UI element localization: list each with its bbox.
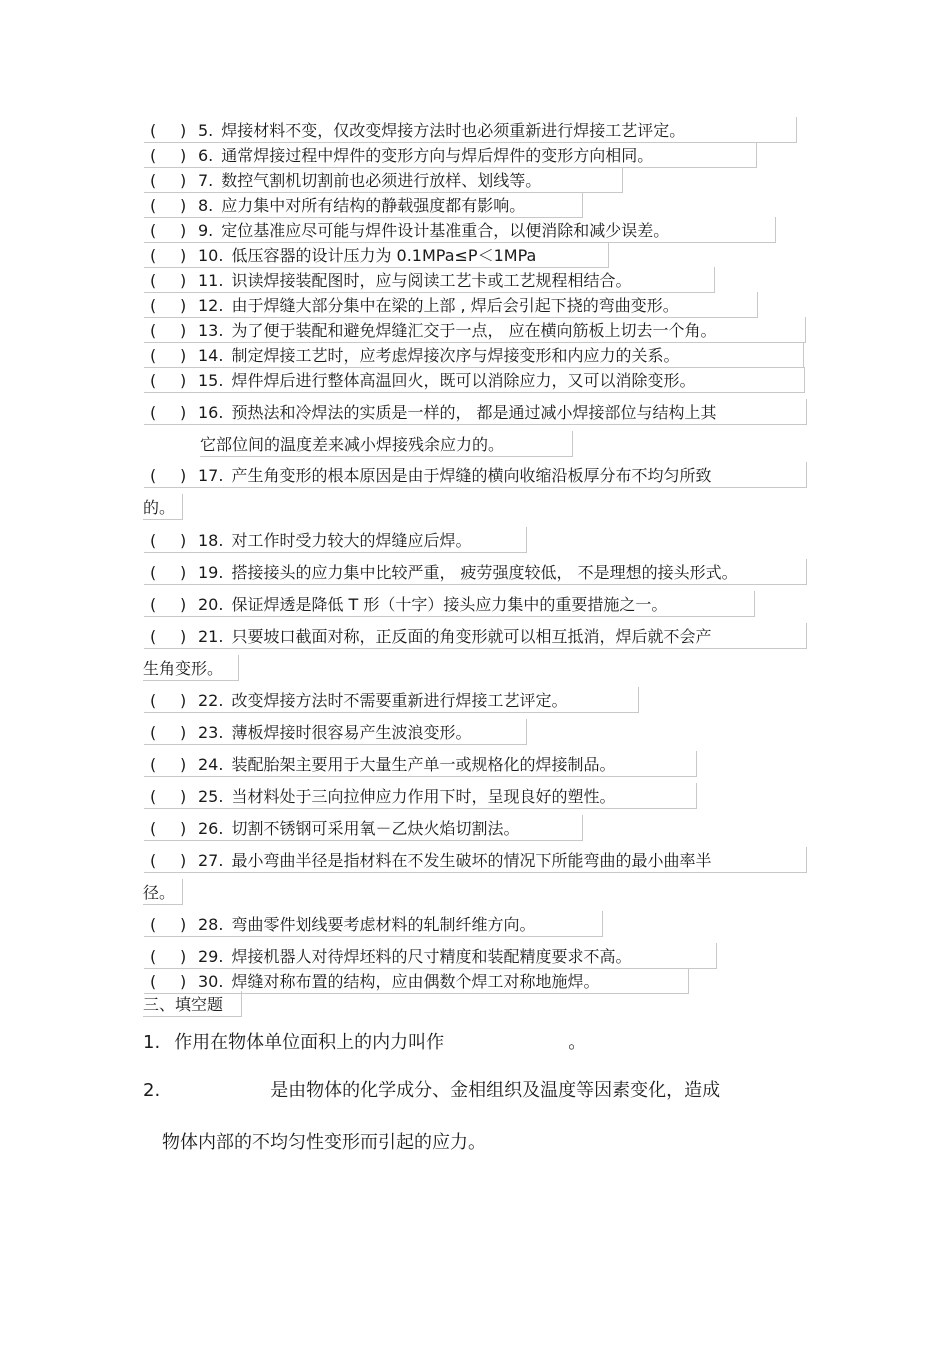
- judgement-item: [150, 946, 631, 968]
- item-text: 由于焊缝大部分集中在梁的上部 , 焊后会引起下挠的弯曲变形。: [231, 296, 679, 315]
- item-number: 22.: [198, 691, 224, 710]
- answer-paren-open: (: [150, 947, 157, 966]
- answer-paren-open: (: [150, 121, 157, 140]
- answer-paren-open: (: [150, 755, 157, 774]
- answer-paren-close: ): [180, 531, 187, 550]
- answer-paren-close: ): [180, 403, 187, 422]
- judgement-item: [150, 370, 695, 392]
- item-text: 应力集中对所有结构的静载强度都有影响。: [221, 196, 526, 215]
- answer-paren-open: (: [150, 246, 157, 265]
- answer-paren-close: ): [180, 346, 187, 365]
- item-text: 定位基准应尽可能与焊件设计基准重合，以便消除和减少误差。: [221, 221, 670, 240]
- section-title-text: 三、填空题: [143, 995, 224, 1014]
- item-number: 20.: [198, 595, 224, 614]
- answer-paren-close: ): [180, 271, 187, 290]
- answer-paren-close: ): [180, 321, 187, 340]
- item-number: 13.: [198, 321, 224, 340]
- answer-paren-open: (: [150, 627, 157, 646]
- fill-item: [143, 1030, 586, 1056]
- item-number: 21.: [198, 627, 224, 646]
- item-text: 薄板焊接时很容易产生波浪变形。: [231, 723, 472, 742]
- answer-paren-close: ): [180, 972, 187, 991]
- item-text: 预热法和冷焊法的实质是一样的， 都是通过减小焊接部位与结构上其: [231, 403, 717, 422]
- answer-paren-close: ): [180, 723, 187, 742]
- answer-paren-close: ): [180, 755, 187, 774]
- item-text-continued: 物体内部的不均匀性变形而引起的应力。: [162, 1132, 486, 1153]
- item-number: 19.: [198, 563, 224, 582]
- answer-paren-close: ): [180, 371, 187, 390]
- item-number: 18.: [198, 531, 224, 550]
- answer-paren-open: (: [150, 346, 157, 365]
- answer-paren-open: (: [150, 972, 157, 991]
- item-text: 制定焊接工艺时，应考虑焊接次序与焊接变形和内应力的关系。: [231, 346, 680, 365]
- answer-paren-open: (: [150, 723, 157, 742]
- answer-paren-open: (: [150, 691, 157, 710]
- judgement-item: [150, 245, 536, 267]
- item-text: 焊接材料不变，仅改变焊接方法时也必须重新进行焊接工艺评定。: [221, 121, 686, 140]
- judgement-item: [150, 170, 541, 192]
- answer-paren-open: (: [150, 563, 157, 582]
- item-number: 5.: [198, 121, 214, 140]
- item-number: 15.: [198, 371, 224, 390]
- item-number: 6.: [198, 146, 214, 165]
- item-text: 改变焊接方法时不需要重新进行焊接工艺评定。: [231, 691, 568, 710]
- item-number: 26.: [198, 819, 224, 838]
- item-text: 对工作时受力较大的焊缝应后焊。: [231, 531, 472, 550]
- item-number: 8.: [198, 196, 214, 215]
- answer-paren-open: (: [150, 531, 157, 550]
- judgement-item: [150, 320, 717, 342]
- item-continuation: [143, 882, 175, 904]
- item-text: 当材料处于三向拉伸应力作用下时，呈现良好的塑性。: [231, 787, 616, 806]
- answer-paren-open: (: [150, 296, 157, 315]
- item-number: 30.: [198, 972, 224, 991]
- item-number: 7.: [198, 171, 214, 190]
- item-number: 2.: [143, 1080, 161, 1101]
- item-number: 14.: [198, 346, 224, 365]
- item-text: 通常焊接过程中焊件的变形方向与焊后焊件的变形方向相同。: [221, 146, 654, 165]
- judgement-item: [150, 594, 667, 616]
- item-text: 只要坡口截面对称，正反面的角变形就可以相互抵消，焊后就不会产: [231, 627, 712, 646]
- answer-paren-open: (: [150, 321, 157, 340]
- item-number: 12.: [198, 296, 224, 315]
- answer-paren-open: (: [150, 146, 157, 165]
- judgement-item: [150, 850, 711, 872]
- section-title: [143, 994, 223, 1016]
- answer-paren-close: ): [180, 851, 187, 870]
- judgement-item: [150, 971, 599, 993]
- fill-item: [143, 1078, 720, 1104]
- item-text-continued: 径。: [143, 883, 176, 902]
- item-tail: 。: [568, 1032, 587, 1053]
- item-text: 焊接机器人对待焊坯料的尺寸精度和装配精度要求不高。: [231, 947, 632, 966]
- item-text-continued: 它部位间的温度差来减小焊接残余应力的。: [200, 435, 505, 454]
- answer-paren-open: (: [150, 403, 157, 422]
- item-number: 9.: [198, 221, 214, 240]
- item-text: 低压容器的设计压力为 0.1MPa≤P＜1MPa: [231, 246, 537, 265]
- item-text: 数控气割机切割前也必须进行放样、划线等。: [221, 171, 542, 190]
- item-number: 28.: [198, 915, 224, 934]
- judgement-item: [150, 818, 519, 840]
- judgement-item: [150, 626, 711, 648]
- judgement-item: [150, 270, 631, 292]
- item-number: 11.: [198, 271, 224, 290]
- item-number: 23.: [198, 723, 224, 742]
- answer-paren-close: ): [180, 819, 187, 838]
- judgement-item: [150, 690, 567, 712]
- item-number: 27.: [198, 851, 224, 870]
- item-text-continued: 生角变形。: [143, 659, 224, 678]
- item-text: 产生角变形的根本原因是由于焊缝的横向收缩沿板厚分布不均匀所致: [231, 466, 712, 485]
- answer-paren-open: (: [150, 915, 157, 934]
- answer-paren-open: (: [150, 595, 157, 614]
- item-text-continued: 的。: [143, 498, 176, 517]
- judgement-item: [150, 145, 653, 167]
- item-number: 25.: [198, 787, 224, 806]
- answer-paren-open: (: [150, 271, 157, 290]
- answer-paren-close: ): [180, 221, 187, 240]
- answer-paren-open: (: [150, 787, 157, 806]
- answer-paren-close: ): [180, 787, 187, 806]
- answer-paren-open: (: [150, 221, 157, 240]
- item-text: 焊件焊后进行整体高温回火，既可以消除应力，又可以消除变形。: [231, 371, 696, 390]
- judgement-item: [150, 220, 669, 242]
- answer-paren-close: ): [180, 563, 187, 582]
- judgement-item: [150, 786, 615, 808]
- answer-paren-close: ): [180, 171, 187, 190]
- answer-paren-close: ): [180, 296, 187, 315]
- answer-paren-close: ): [180, 947, 187, 966]
- item-continuation: [143, 497, 175, 519]
- item-text: 保证焊透是降低 T 形（十字）接头应力集中的重要措施之一。: [231, 595, 668, 614]
- judgement-item: [150, 402, 717, 424]
- item-text: 识读焊接装配图时，应与阅读工艺卡或工艺规程相结合。: [231, 271, 632, 290]
- item-text: 焊缝对称布置的结构，应由偶数个焊工对称地施焊。: [231, 972, 600, 991]
- judgement-item: [150, 195, 525, 217]
- answer-paren-open: (: [150, 466, 157, 485]
- item-number: 10.: [198, 246, 224, 265]
- judgement-item: [150, 754, 615, 776]
- answer-paren-open: (: [150, 819, 157, 838]
- answer-paren-open: (: [150, 171, 157, 190]
- item-text: 作用在物体单位面积上的内力叫作: [174, 1032, 445, 1053]
- answer-paren-close: ): [180, 595, 187, 614]
- judgement-item: [150, 295, 679, 317]
- answer-paren-close: ): [180, 691, 187, 710]
- item-text: 切割不锈钢可采用氧－乙炔火焰切割法。: [231, 819, 520, 838]
- answer-paren-close: ): [180, 627, 187, 646]
- item-continuation: [200, 434, 504, 456]
- item-continuation: [143, 658, 223, 680]
- judgement-item: [150, 722, 471, 744]
- item-number: 29.: [198, 947, 224, 966]
- judgement-item: [150, 562, 738, 584]
- answer-paren-close: ): [180, 246, 187, 265]
- judgement-item: [150, 465, 711, 487]
- item-number: 1.: [143, 1032, 161, 1053]
- judgement-item: [150, 530, 471, 552]
- item-number: 17.: [198, 466, 224, 485]
- answer-paren-close: ): [180, 196, 187, 215]
- answer-paren-open: (: [150, 371, 157, 390]
- item-text: 弯曲零件划线要考虑材料的轧制纤维方向。: [231, 915, 536, 934]
- judgement-item: [150, 914, 535, 936]
- answer-paren-close: ): [180, 121, 187, 140]
- judgement-item: [150, 345, 679, 367]
- item-text: 搭接接头的应力集中比较严重， 疲劳强度较低， 不是理想的接头形式。: [231, 563, 738, 582]
- item-number: 16.: [198, 403, 224, 422]
- item-text: 是由物体的化学成分、金相组织及温度等因素变化，造成: [270, 1080, 721, 1101]
- item-number: 24.: [198, 755, 224, 774]
- answer-paren-open: (: [150, 851, 157, 870]
- item-continuation: [162, 1130, 486, 1156]
- item-text: 装配胎架主要用于大量生产单一或规格化的焊接制品。: [231, 755, 616, 774]
- answer-paren-close: ): [180, 915, 187, 934]
- answer-paren-close: ): [180, 466, 187, 485]
- judgement-item: [150, 120, 685, 142]
- item-text: 为了便于装配和避免焊缝汇交于一点， 应在横向筋板上切去一个角。: [231, 321, 717, 340]
- item-text: 最小弯曲半径是指材料在不发生破坏的情况下所能弯曲的最小曲率半: [231, 851, 712, 870]
- answer-paren-open: (: [150, 196, 157, 215]
- answer-paren-close: ): [180, 146, 187, 165]
